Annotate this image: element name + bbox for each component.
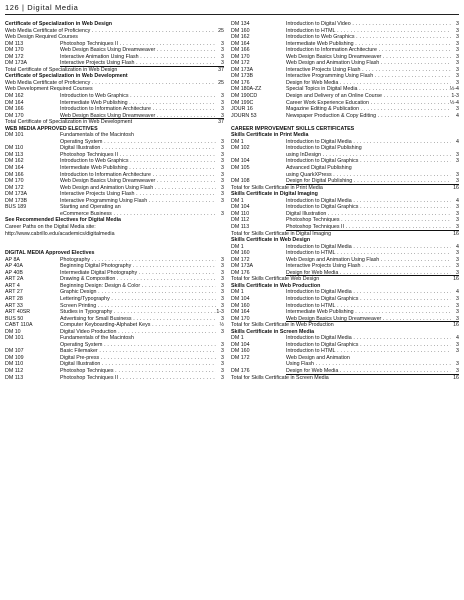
course-title: Introduction to Digital Graphics . . . (286, 204, 451, 211)
course-code: DM 170 (231, 53, 250, 60)
course-title: Introduction to Digital Media . . . (286, 335, 451, 342)
course-title: Digital Illustration . . . (60, 361, 216, 368)
course-title: Magazine Editing & Publication . . . (286, 106, 451, 113)
course-units: 3 (221, 138, 224, 145)
course-units: 3 (456, 341, 459, 348)
total-label: Total Certificate of Specialization in Web Design (5, 66, 118, 73)
text: http://www.cabrillo.edu/academics/digitalmedia (5, 230, 115, 237)
course-title: using InDesign . . . (286, 152, 451, 159)
course-units: 3 (456, 66, 459, 73)
course-units: 3 (221, 171, 224, 178)
course-units: 1-3 (451, 93, 459, 100)
heading-text: See Recommended Electives for Digital Media (5, 217, 121, 224)
course-code: JOURN 53 (231, 112, 257, 119)
course-title: Career Work Experience Education . . . (286, 100, 451, 107)
course-units: 3 (456, 263, 459, 270)
course-code: DM 104 (231, 204, 250, 211)
course-code: DM 173A (231, 263, 254, 270)
course-title: Web Design Basics Using Dreamweaver . . . (286, 54, 451, 61)
course-title: Introduction to Web Graphics . . . (286, 34, 451, 41)
course-title: Photoshop Techniques . . . (286, 217, 451, 224)
course-code: JOUR 16 (231, 106, 253, 113)
course-units: 3 (456, 295, 459, 302)
course-units: 3 (456, 34, 459, 41)
course-code: DM 113 (231, 223, 250, 230)
course-code: DM 172 (5, 53, 24, 60)
course-units: 4 (456, 197, 459, 204)
course-title: Digital Illustration . . . (286, 211, 451, 218)
course-code: DM 173A (5, 60, 28, 67)
course-code: DM 172 (231, 256, 250, 263)
course-units: 25 (218, 79, 224, 86)
course-title: Introduction to HTML . . . (286, 28, 451, 35)
course-code: BUS 189 (5, 204, 27, 211)
course-units: 3 (221, 315, 224, 322)
course-units: 4 (456, 138, 459, 145)
course-title: Design for Web Media . . . (286, 270, 451, 277)
course-title: Fundamentals of the Macintosh (60, 132, 134, 139)
course-title: Web Design and Animation Using Flash . . . (286, 257, 451, 264)
total-units: 16 (453, 230, 459, 237)
course-title: Intermediate Web Publishing . . . (60, 100, 216, 107)
course-title: Beginning Digital Photography . . . (60, 263, 216, 270)
course-code: DM 110 (5, 145, 24, 152)
course-units: 4 (456, 289, 459, 296)
course-title: Intermediate Web Publishing . . . (286, 309, 451, 316)
course-code: DM 164 (231, 40, 250, 47)
total-units: 16 (453, 276, 459, 283)
course-code: DM 1 (231, 289, 244, 296)
course-title: Design for Web Media . . . (286, 80, 451, 87)
course-code: DM 110 (5, 361, 24, 368)
course-code: DM 113 (5, 40, 24, 47)
course-code: AP 40A (5, 263, 23, 270)
page-number: 126 (5, 3, 20, 12)
course-code: AP 8A (5, 256, 20, 263)
course-units: 3 (221, 328, 224, 335)
course-title: Photography . . . (60, 257, 216, 264)
course-title: Introduction to Information Architecture . . . (60, 172, 216, 179)
course-code: DM 176 (231, 269, 250, 276)
heading-text: Skills Certificate in Screen Media (231, 328, 315, 335)
course-units: 3 (221, 348, 224, 355)
heading-text: Certificate of Specialization in Web Design (5, 21, 113, 27)
course-title: Operating System . . . (60, 342, 216, 349)
course-title: Computer Keyboarding-Alphabet Keys . . . (60, 322, 216, 329)
course-title: Introduction to Digital Graphics . . . (286, 342, 451, 349)
text: Career Paths on the Digital Media site: (5, 223, 96, 230)
course-title: Introduction to HTML . . . (286, 303, 451, 310)
course-units: 3 (221, 197, 224, 204)
course-code: DM 173B (231, 73, 254, 80)
course-units: 3 (221, 145, 224, 152)
course-units: 3 (456, 315, 459, 322)
course-units: 3 (456, 361, 459, 368)
course-code: AP 40B (5, 269, 23, 276)
course-code: DM 176 (231, 367, 250, 374)
course-code: DM 162 (231, 34, 250, 41)
course-code: DM 160 (231, 250, 250, 257)
course-title: Interactive Programming Using Flash . . . (286, 73, 451, 80)
course-units: 3 (221, 112, 224, 119)
course-code: DM 173B (5, 197, 28, 204)
course-title: Introduction to Web Graphics . . . (60, 93, 216, 100)
course-units: 3 (221, 178, 224, 185)
course-code: DM 199C (231, 99, 254, 106)
left-column (5, 21, 224, 381)
course-title: Interactive Projects Using Flash . . . (60, 191, 216, 198)
course-title: Lettering/Typography . . . (60, 296, 216, 303)
course-title: Web Design Basics Using Dreamweaver . . . (60, 47, 216, 54)
course-units: 3 (456, 256, 459, 263)
course-code: DM 1 (231, 335, 244, 342)
course-title: Photoshop Techniques II . . . (60, 41, 216, 48)
course-units: 3 (221, 191, 224, 198)
course-title: Interactive Projects Using Flash . . . (60, 60, 216, 67)
course-units: 3 (456, 47, 459, 54)
total-units: 16 (453, 184, 459, 191)
course-code: ART 2A (5, 276, 24, 283)
heading-text: DIGITAL MEDIA Approved Electives (5, 250, 95, 257)
course-title: Intermediate Web Publishing . . . (60, 165, 216, 172)
course-title: Photoshop Techniques II . . . (60, 152, 216, 159)
course-code: DM 170 (231, 315, 250, 322)
course-title: Fundamentals of the Macintosh (60, 335, 134, 342)
course-code: DM 101 (5, 335, 24, 342)
course-units: 3 (456, 223, 459, 230)
course-title: using QuarkXPress . . . (286, 172, 451, 179)
course-code: DM 172 (231, 354, 250, 361)
total-label: Total for Skills Certificate in Screen Media (231, 374, 329, 381)
course-title: Advanced Digital Publishing (286, 165, 352, 172)
heading-text: Skills Certificate in Web Design (231, 237, 311, 244)
course-code: DM 104 (231, 295, 250, 302)
course-units: 3 (456, 348, 459, 355)
page-header (5, 2, 459, 15)
course-code: DM 173A (5, 191, 28, 198)
text: Web Design Required Courses (5, 34, 78, 41)
course-title: Web Design and Animation Using Flash . . . (286, 60, 451, 67)
course-units: 3 (456, 178, 459, 185)
course-code: DM 160 (231, 27, 250, 34)
course-title: Interactive Projects Using Flash . . . (286, 67, 451, 74)
course-units: 3 (221, 210, 224, 217)
course-units: 3 (456, 73, 459, 80)
total-row (231, 375, 459, 382)
course-title: Newspaper Production & Copy Editing . . . (286, 113, 451, 120)
course-code: DM 190CD (231, 93, 258, 100)
course-units: 3 (221, 256, 224, 263)
course-code: DM 1 (231, 138, 244, 145)
total-label: Total for Skills Certificate Web Design (231, 276, 320, 283)
heading-text: WEB MEDIA APPROVED ELECTIVES (5, 125, 98, 132)
course-title: Introduction to Digital Media . . . (286, 139, 451, 146)
heading-text: Skills Certificate in Digital Imaging (231, 191, 318, 198)
course-title: Intermediate Digital Photography . . . (60, 270, 216, 277)
course-code: DM 160 (231, 348, 250, 355)
course-units: 3 (456, 158, 459, 165)
total-units: 37 (218, 119, 224, 126)
course-units: 3 (221, 106, 224, 113)
course-units: 3 (456, 27, 459, 34)
course-units: 3 (221, 295, 224, 302)
course-row (5, 375, 224, 382)
course-code: DM 10 (5, 328, 21, 335)
course-units: 3 (221, 184, 224, 191)
course-title: Web Media Certificate of Proficiency . . . (5, 80, 216, 87)
course-title: Photoshop Techniques II . . . (286, 224, 451, 231)
course-code: DM 113 (5, 151, 24, 158)
course-title: Introduction to Digital Graphics . . . (286, 296, 451, 303)
section-title: Digital Media (27, 3, 79, 12)
course-title: Drawing & Composition . . . (60, 276, 216, 283)
course-title: Web Design and Animation (286, 354, 350, 361)
course-units: 3 (456, 250, 459, 257)
course-title: Design for Web Media . . . (286, 368, 451, 375)
course-code: DM 164 (5, 165, 24, 172)
course-units: 3 (221, 263, 224, 270)
course-code: DM 166 (5, 171, 24, 178)
course-units: 3 (221, 282, 224, 289)
course-title: Photoshop Techniques II . . . (60, 375, 216, 382)
total-units: 16 (453, 322, 459, 329)
course-code: DM 134 (231, 21, 250, 27)
course-code: DM 176 (231, 79, 250, 86)
course-title: Starting and Operating an (60, 204, 121, 211)
course-title: Advertising for Small Business . . . (60, 316, 216, 323)
course-units: 4 (456, 112, 459, 119)
course-title: Web Design Basics Using Dreamweaver . . . (60, 178, 216, 185)
course-code: DM 166 (5, 106, 24, 113)
course-units: 3 (456, 106, 459, 113)
course-title: Web Media Certificate of Proficiency . . . (5, 28, 216, 35)
text: Web Development Required Courses (5, 86, 93, 93)
course-units: ½-4 (449, 99, 459, 106)
course-title: Introduction to Digital Media . . . (286, 289, 451, 296)
course-units: 3 (221, 165, 224, 172)
course-code: DM 164 (231, 309, 250, 316)
course-units: 3 (221, 302, 224, 309)
course-units: 3 (221, 47, 224, 54)
course-code: DM 170 (5, 112, 24, 119)
course-code: BUS 50 (5, 315, 24, 322)
heading-text: Skills Certificate in Print Media (231, 132, 309, 139)
course-units: 3 (456, 210, 459, 217)
course-code: DM 170 (5, 178, 24, 185)
course-units: 3 (456, 309, 459, 316)
course-code: DM 109 (5, 354, 24, 361)
course-code: ART 28 (5, 295, 23, 302)
course-code: DM 104 (231, 341, 250, 348)
course-code: ART 40SR (5, 309, 31, 316)
total-units: 37 (218, 66, 224, 73)
course-title: Introduction to Digital Media . . . (286, 244, 451, 251)
course-units: 3 (221, 276, 224, 283)
course-units: 3 (221, 289, 224, 296)
course-title: Digital Pre-press . . . (60, 355, 216, 362)
course-title: Digital Illustration . . . (60, 145, 216, 152)
course-units: 3 (221, 53, 224, 60)
course-title: Introduction to Digital Video . . . (286, 21, 451, 28)
course-title: Digital Video Production . . . (60, 329, 216, 336)
course-title: Design and Delivery of an Online Course . . . (286, 93, 451, 100)
course-code: DM 173A (231, 66, 254, 73)
total-label: Total Certificate of Specialization in Web Development (5, 119, 133, 126)
course-code: DM 105 (231, 165, 250, 172)
course-units: 3 (456, 151, 459, 158)
course-units: 4 (456, 243, 459, 250)
total-units: 16 (453, 374, 459, 381)
course-title: Introduction to Digital Publishing (286, 145, 362, 152)
course-title: Using Flash . . . (286, 361, 451, 368)
course-code: DM 180A-ZZ (231, 86, 262, 93)
course-title: Introduction to Information Architecture . . . (286, 47, 451, 54)
course-title: Web Design and Animation Using Flash . . . (60, 185, 216, 192)
course-title: Interactive Animation Using Flash . . . (60, 54, 216, 61)
course-units: 3 (456, 60, 459, 67)
course-code: CABT 110A (5, 322, 33, 329)
course-units: 3 (221, 354, 224, 361)
course-title: Screen Printing . . . (60, 303, 216, 310)
course-code: DM 107 (5, 348, 24, 355)
course-units: 3 (456, 217, 459, 224)
course-code: ART 27 (5, 289, 23, 296)
course-units: 3 (456, 79, 459, 86)
course-title: Introduction to HTML . . . (286, 348, 451, 355)
course-units: ½-4 (449, 86, 459, 93)
course-title: Interactive Projects Using Flash . . . (286, 263, 451, 270)
course-title: Special Topics in Digital Media . . . (286, 86, 451, 93)
course-units: 3 (221, 60, 224, 67)
course-title: Design for Digital Publishing . . . (286, 178, 451, 185)
course-units: ½ (219, 322, 224, 329)
course-code: DM 1 (231, 197, 244, 204)
total-label: Total for Skills Certificate in Digital Imaging (231, 230, 332, 237)
course-title: Graphic Design . . . (60, 289, 216, 296)
course-units: 3 (221, 99, 224, 106)
course-code: DM 170 (5, 47, 24, 54)
course-title: Introduction to Information Architecture . . . (60, 106, 216, 113)
course-units: 3 (456, 53, 459, 60)
course-units: 3 (221, 269, 224, 276)
course-units: 3 (456, 21, 459, 27)
course-title: Operating System . . . (60, 139, 216, 146)
heading-text: Certificate of Specialization in Web Development (5, 73, 128, 80)
course-code: DM 162 (5, 158, 24, 165)
course-units: 3 (456, 367, 459, 374)
course-code: DM 160 (231, 302, 250, 309)
course-code: DM 162 (5, 93, 24, 100)
course-title: Beginning Design: Design & Color . . . (60, 283, 216, 290)
course-code: ART 4 (5, 282, 20, 289)
course-units: 3 (456, 302, 459, 309)
course-title: Introduction to Web Graphics . . . (60, 158, 216, 165)
course-code: DM 108 (231, 178, 250, 185)
course-title: Introduction to HTML . . . (286, 250, 451, 257)
course-units: 3 (221, 93, 224, 100)
heading-text: CAREER IMPROVEMENT SKILLS CERTIFICATES (231, 125, 355, 132)
course-code: ART 33 (5, 302, 23, 309)
course-units: 1-3 (216, 309, 224, 316)
course-title: Photoshop Techniques . . . (60, 368, 216, 375)
course-units: 3 (456, 204, 459, 211)
course-code: DM 113 (5, 374, 24, 381)
course-code: DM 1 (231, 243, 244, 250)
course-units: 4 (456, 335, 459, 342)
course-code: DM 112 (5, 367, 24, 374)
course-code: DM 102 (231, 145, 250, 152)
course-units: 3 (221, 40, 224, 47)
course-title: Introduction to Digital Graphics . . . (286, 158, 451, 165)
total-label: Total for Skills Certificate in Web Production (231, 322, 334, 329)
total-label: Total for Skills Certificate in Print Media (231, 184, 323, 191)
course-title: Web Design Basics Using Dreamweaver . . . (286, 316, 451, 323)
course-units: 3 (221, 361, 224, 368)
course-title: eCommerce Business . . . (60, 211, 216, 218)
course-units: 3 (456, 171, 459, 178)
course-units: 3 (221, 151, 224, 158)
course-units: 3 (221, 374, 224, 381)
course-units: 3 (456, 40, 459, 47)
course-units: 3 (221, 367, 224, 374)
course-units: 3 (221, 158, 224, 165)
course-title: Studies in Typography . . . (60, 309, 216, 316)
course-code: DM 104 (231, 158, 250, 165)
course-title: Interactive Programming Using Flash . . . (60, 198, 216, 205)
course-code: DM 172 (231, 60, 250, 67)
header-separator: | (22, 3, 25, 12)
course-units: 25 (218, 27, 224, 34)
course-title: Web Design Basics Using Dreamweaver . . . (60, 113, 216, 120)
course-title: Intermediate Web Publishing . . . (286, 41, 451, 48)
heading-text: Skills Certificate in Web Production (231, 282, 321, 289)
course-code: DM 101 (5, 132, 24, 139)
course-code: DM 110 (231, 210, 250, 217)
course-code: DM 164 (5, 99, 24, 106)
right-column (231, 21, 459, 381)
course-title: Basic Filemaker . . . (60, 348, 216, 355)
course-code: DM 172 (5, 184, 24, 191)
course-units: 3 (221, 341, 224, 348)
course-units: 3 (456, 269, 459, 276)
course-code: DM 166 (231, 47, 250, 54)
course-title: Introduction to Digital Media . . . (286, 198, 451, 205)
course-code: DM 112 (231, 217, 250, 224)
